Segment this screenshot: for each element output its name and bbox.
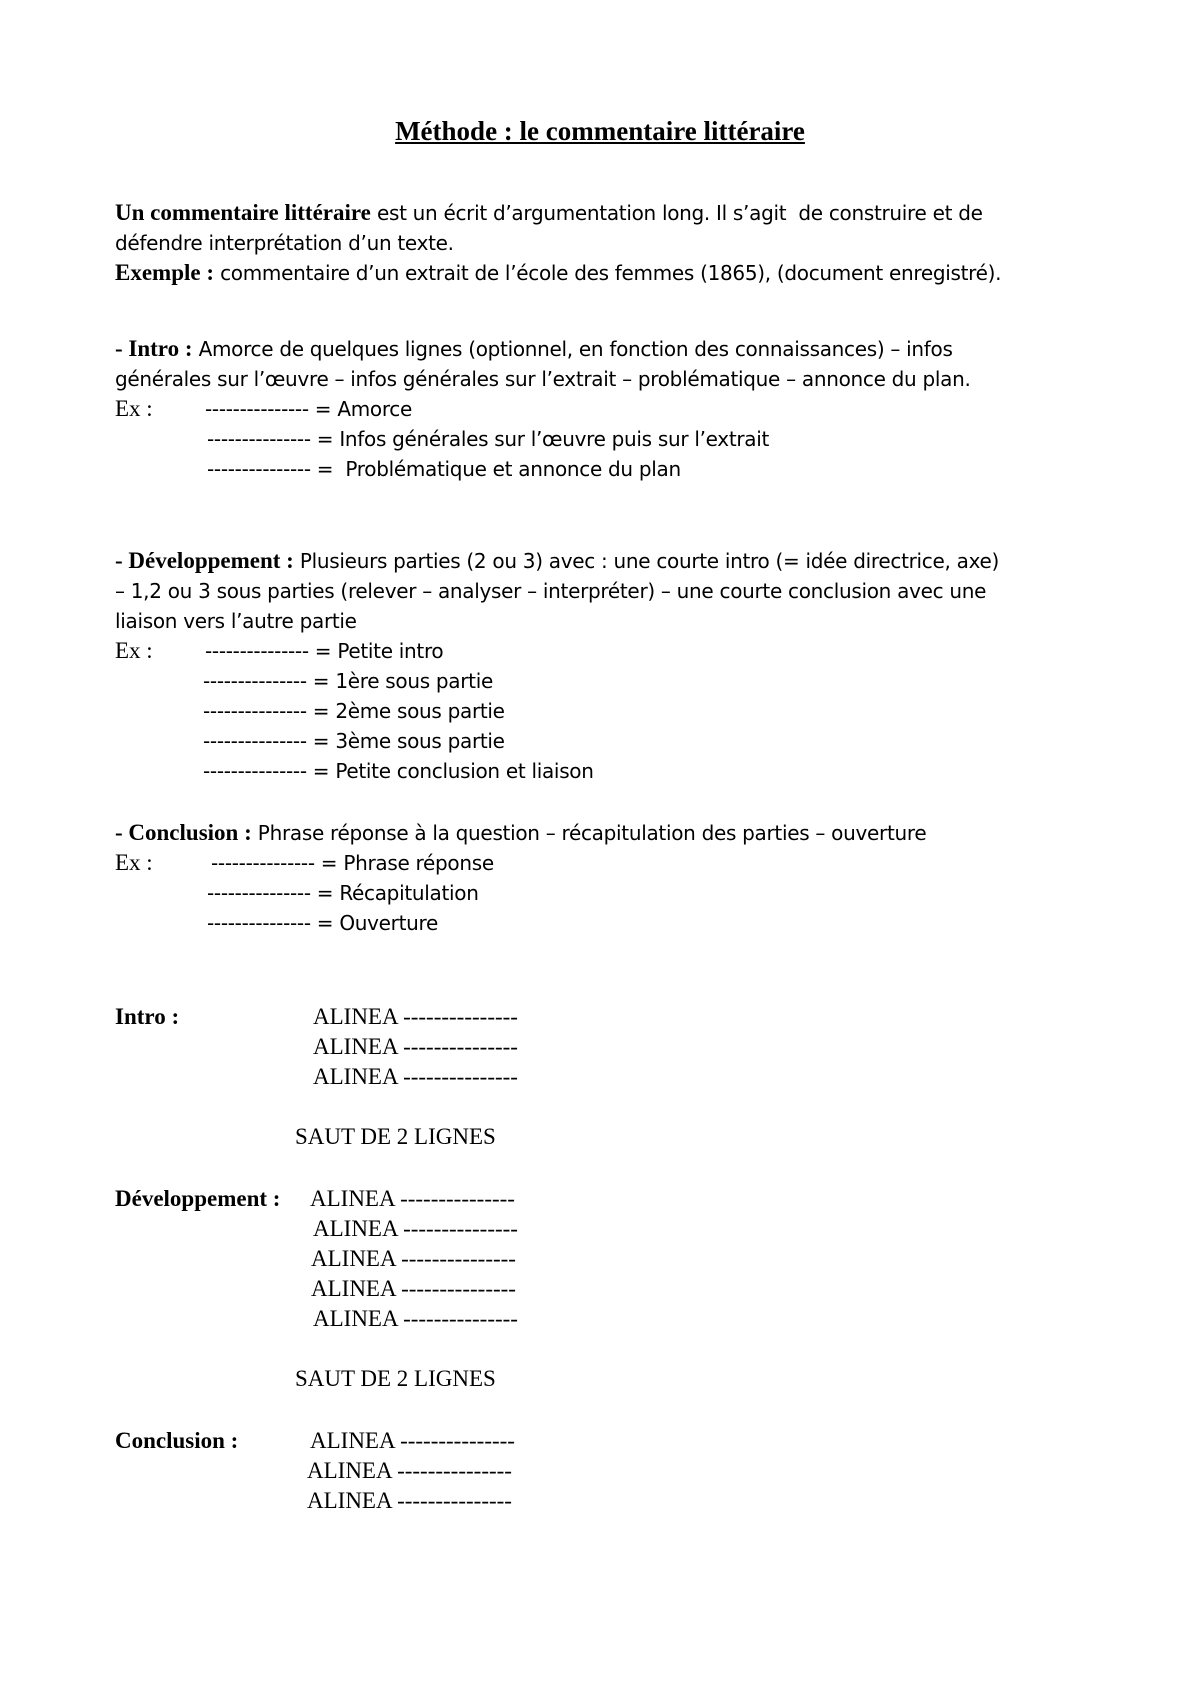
- scheme-alinea: ALINEA ---------------: [311, 1246, 516, 1271]
- conclusion-ex-label: Ex :: [115, 850, 153, 875]
- development-ex-label: Ex :: [115, 638, 153, 663]
- development-item: --------------- = Petite intro: [205, 639, 444, 663]
- intro-item: --------------- = Problématique et annonce du plan: [207, 457, 681, 481]
- definition-line-1: [115, 198, 983, 228]
- conclusion-section-line-1: [115, 818, 926, 848]
- example-text: commentaire d’un extrait de l’école des femmes (1865), (document enregistré).: [214, 261, 1002, 285]
- definition-term: Un commentaire littéraire: [115, 200, 371, 225]
- scheme-alinea: ALINEA ---------------: [307, 1458, 512, 1483]
- development-section-label: - Développement :: [115, 548, 294, 573]
- intro-ex-label: Ex :: [115, 396, 153, 421]
- scheme-alinea: ALINEA ---------------: [313, 1004, 518, 1029]
- intro-item: --------------- = Infos générales sur l’œuvre puis sur l’extrait: [207, 427, 770, 451]
- development-section-line-2: – 1,2 ou 3 sous parties (relever – analyser – interpréter) – une courte conclusion avec une: [115, 579, 987, 603]
- development-section-text: Plusieurs parties (2 ou 3) avec : une courte intro (= idée directrice, axe): [293, 549, 999, 573]
- conclusion-item: --------------- = Récapitulation: [207, 881, 479, 905]
- intro-section-label: - Intro :: [115, 336, 193, 361]
- scheme-alinea: ALINEA ---------------: [313, 1306, 518, 1331]
- conclusion-section-text: Phrase réponse à la question – récapitulation des parties – ouverture: [251, 821, 927, 845]
- development-item: --------------- = 3ème sous partie: [203, 729, 505, 753]
- scheme-development-label: Développement :: [115, 1186, 281, 1211]
- example-label: Exemple :: [115, 260, 215, 285]
- definition-line-2: défendre interprétation d’un texte.: [115, 231, 454, 255]
- scheme-skip-lines: SAUT DE 2 LIGNES: [295, 1366, 496, 1391]
- development-item: --------------- = Petite conclusion et liaison: [203, 759, 594, 783]
- document-title: Méthode : le commentaire littéraire: [395, 116, 805, 146]
- development-section-line-3: liaison vers l’autre partie: [115, 609, 357, 633]
- scheme-alinea: ALINEA ---------------: [310, 1186, 515, 1211]
- conclusion-item: --------------- = Phrase réponse: [211, 851, 494, 875]
- conclusion-item: --------------- = Ouverture: [207, 911, 439, 935]
- intro-section-line-2: générales sur l’œuvre – infos générales sur l’extrait – problématique – annonce du plan.: [115, 367, 971, 391]
- development-section-line-1: [115, 546, 999, 576]
- example-line: [115, 258, 1001, 288]
- development-item: --------------- = 1ère sous partie: [203, 669, 493, 693]
- scheme-alinea: ALINEA ---------------: [313, 1216, 518, 1241]
- scheme-intro-label: Intro :: [115, 1004, 180, 1029]
- conclusion-section-label: - Conclusion :: [115, 820, 252, 845]
- scheme-alinea: ALINEA ---------------: [310, 1428, 515, 1453]
- scheme-conclusion-label: Conclusion :: [115, 1428, 239, 1453]
- scheme-skip-lines: SAUT DE 2 LIGNES: [295, 1124, 496, 1149]
- development-item: --------------- = 2ème sous partie: [203, 699, 505, 723]
- intro-section-line-1: [115, 334, 953, 364]
- scheme-alinea: ALINEA ---------------: [313, 1064, 518, 1089]
- scheme-alinea: ALINEA ---------------: [313, 1034, 518, 1059]
- intro-item: --------------- = Amorce: [205, 397, 413, 421]
- intro-section-text: Amorce de quelques lignes (optionnel, en fonction des connaissances) – infos: [192, 337, 953, 361]
- scheme-alinea: ALINEA ---------------: [307, 1488, 512, 1513]
- definition-text: est un écrit d’argumentation long. Il s’agit de construire et de: [370, 201, 983, 225]
- scheme-alinea: ALINEA ---------------: [311, 1276, 516, 1301]
